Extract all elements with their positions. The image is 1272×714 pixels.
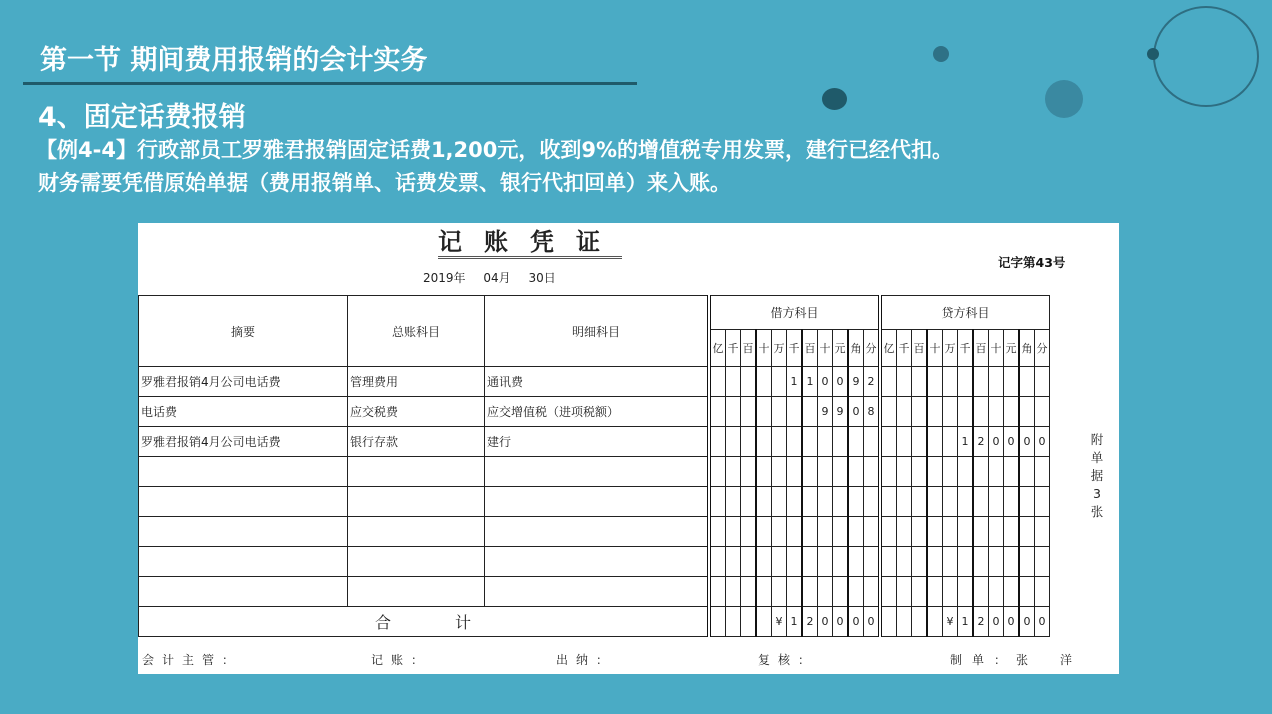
debit-digit <box>833 577 849 607</box>
digit-unit-debit: 千 <box>787 330 803 367</box>
cell-summary: 罗雅君报销4月公司电话费 <box>139 367 348 397</box>
credit-digit <box>880 517 897 547</box>
credit-digit <box>943 367 958 397</box>
credit-digit <box>912 547 928 577</box>
digit-unit-debit: 万 <box>772 330 787 367</box>
credit-digit <box>927 427 943 457</box>
total-row <box>139 607 1050 637</box>
credit-digit <box>912 367 928 397</box>
total-credit-digit: 2 <box>973 607 989 637</box>
debit-digit <box>741 577 757 607</box>
credit-digit <box>897 397 912 427</box>
debit-digit <box>818 427 833 457</box>
debit-digit <box>864 457 881 487</box>
credit-digit <box>973 367 989 397</box>
debit-digit <box>772 547 787 577</box>
debit-digit <box>833 517 849 547</box>
cell-detail: 应交增值税（进项税额） <box>485 397 710 427</box>
credit-digit <box>943 457 958 487</box>
credit-digit <box>912 427 928 457</box>
total-debit-digit <box>741 607 757 637</box>
credit-digit <box>989 487 1004 517</box>
header-summary: 摘要 <box>139 296 348 367</box>
debit-digit <box>818 547 833 577</box>
debit-digit <box>787 397 803 427</box>
debit-digit <box>709 367 726 397</box>
credit-digit <box>958 517 974 547</box>
credit-digit <box>1035 547 1050 577</box>
header-credit: 贷方科目 <box>880 296 1050 330</box>
credit-digit <box>1004 397 1020 427</box>
credit-digit <box>1004 487 1020 517</box>
debit-digit <box>833 457 849 487</box>
digit-unit-debit: 百 <box>802 330 818 367</box>
credit-digit <box>927 517 943 547</box>
credit-digit: 0 <box>989 427 1004 457</box>
credit-digit <box>912 397 928 427</box>
debit-digit <box>802 397 818 427</box>
debit-digit <box>726 517 741 547</box>
credit-digit: 0 <box>1019 427 1035 457</box>
slide-title: 第一节 期间费用报销的会计实务 <box>40 45 428 76</box>
cell-summary <box>139 487 348 517</box>
digit-unit-credit: 亿 <box>880 330 897 367</box>
credit-digit <box>958 577 974 607</box>
digit-unit-credit: 百 <box>973 330 989 367</box>
cell-summary <box>139 577 348 607</box>
credit-digit <box>897 427 912 457</box>
credit-digit <box>1035 577 1050 607</box>
credit-digit <box>880 397 897 427</box>
debit-digit <box>787 487 803 517</box>
cell-general: 银行存款 <box>348 427 485 457</box>
credit-digit <box>1019 487 1035 517</box>
total-debit-digit: 2 <box>802 607 818 637</box>
credit-digit <box>880 547 897 577</box>
cell-general: 应交税费 <box>348 397 485 427</box>
total-debit-digit <box>756 607 772 637</box>
credit-digit <box>1035 457 1050 487</box>
total-credit-digit: 0 <box>989 607 1004 637</box>
total-debit-digit: ¥ <box>772 607 787 637</box>
debit-digit <box>848 547 864 577</box>
credit-digit <box>958 487 974 517</box>
debit-digit <box>709 487 726 517</box>
credit-digit <box>989 367 1004 397</box>
voucher-date: 2019年 04月 30日 <box>423 271 556 285</box>
decor-dot-large <box>1045 80 1083 118</box>
credit-digit <box>943 517 958 547</box>
table-row <box>139 457 1050 487</box>
debit-digit <box>756 397 772 427</box>
credit-digit <box>1004 457 1020 487</box>
credit-digit <box>973 547 989 577</box>
credit-digit <box>912 457 928 487</box>
table-row <box>139 367 1050 397</box>
total-credit-digit: 0 <box>1004 607 1020 637</box>
debit-digit: 8 <box>864 397 881 427</box>
debit-digit <box>772 517 787 547</box>
cell-general <box>348 577 485 607</box>
digit-unit-credit: 百 <box>912 330 928 367</box>
credit-digit <box>989 577 1004 607</box>
credit-digit <box>943 487 958 517</box>
digit-unit-credit: 元 <box>1004 330 1020 367</box>
debit-digit <box>787 547 803 577</box>
debit-digit <box>864 427 881 457</box>
debit-digit: 0 <box>848 397 864 427</box>
debit-digit <box>772 367 787 397</box>
sign-supervisor: 会计主管： <box>142 653 243 667</box>
debit-digit <box>787 457 803 487</box>
debit-digit <box>818 577 833 607</box>
cell-general <box>348 457 485 487</box>
debit-digit <box>741 547 757 577</box>
header-debit: 借方科目 <box>709 296 880 330</box>
debit-digit <box>709 517 726 547</box>
debit-digit <box>709 547 726 577</box>
header-detail-account: 明细科目 <box>485 296 710 367</box>
table-row <box>139 547 1050 577</box>
credit-digit <box>897 457 912 487</box>
total-debit-digit <box>726 607 741 637</box>
voucher-number: 记字第43号 <box>998 255 1066 270</box>
total-credit-digit: 1 <box>958 607 974 637</box>
cell-detail: 通讯费 <box>485 367 710 397</box>
digit-unit-debit: 角 <box>848 330 864 367</box>
credit-digit <box>897 547 912 577</box>
voucher-table <box>138 295 1050 637</box>
total-credit-digit <box>927 607 943 637</box>
cell-detail <box>485 577 710 607</box>
total-credit-digit <box>880 607 897 637</box>
cell-summary <box>139 457 348 487</box>
digit-unit-credit: 十 <box>927 330 943 367</box>
table-row <box>139 577 1050 607</box>
cell-summary: 罗雅君报销4月公司电话费 <box>139 427 348 457</box>
credit-digit <box>927 547 943 577</box>
credit-digit <box>912 577 928 607</box>
sign-preparer: 制单：张 洋 <box>950 653 1083 667</box>
debit-digit <box>741 427 757 457</box>
credit-digit <box>927 367 943 397</box>
debit-digit <box>726 427 741 457</box>
credit-digit <box>880 577 897 607</box>
credit-digit <box>958 367 974 397</box>
accounting-voucher <box>138 223 1119 674</box>
credit-digit <box>958 397 974 427</box>
debit-digit <box>848 427 864 457</box>
digit-unit-debit: 亿 <box>709 330 726 367</box>
credit-digit: 2 <box>973 427 989 457</box>
decor-dot-small <box>933 46 949 62</box>
credit-digit <box>1019 367 1035 397</box>
digit-unit-debit: 百 <box>741 330 757 367</box>
credit-digit <box>927 577 943 607</box>
decor-dot-dark <box>822 88 847 110</box>
debit-digit <box>756 457 772 487</box>
cell-summary <box>139 517 348 547</box>
debit-digit <box>756 547 772 577</box>
total-debit-digit: 1 <box>787 607 803 637</box>
debit-digit <box>741 397 757 427</box>
debit-digit <box>864 487 881 517</box>
digit-unit-credit: 千 <box>958 330 974 367</box>
credit-digit: 0 <box>1035 427 1050 457</box>
credit-digit <box>973 577 989 607</box>
credit-digit <box>897 367 912 397</box>
credit-digit <box>958 457 974 487</box>
debit-digit <box>726 547 741 577</box>
debit-digit <box>726 367 741 397</box>
debit-digit <box>726 457 741 487</box>
total-credit-digit: 0 <box>1035 607 1050 637</box>
debit-digit <box>802 487 818 517</box>
debit-digit <box>772 427 787 457</box>
credit-digit <box>897 577 912 607</box>
debit-digit <box>787 427 803 457</box>
debit-digit: 1 <box>787 367 803 397</box>
credit-digit <box>1019 397 1035 427</box>
credit-digit <box>1019 517 1035 547</box>
cell-detail <box>485 457 710 487</box>
debit-digit <box>756 517 772 547</box>
digit-unit-credit: 千 <box>897 330 912 367</box>
debit-digit: 9 <box>848 367 864 397</box>
debit-digit <box>848 457 864 487</box>
credit-digit <box>927 487 943 517</box>
credit-digit <box>880 367 897 397</box>
credit-digit <box>943 397 958 427</box>
total-debit-digit: 0 <box>864 607 881 637</box>
debit-digit <box>833 487 849 517</box>
debit-digit <box>802 427 818 457</box>
sign-reviewer: 复核： <box>758 653 819 667</box>
table-row <box>139 397 1050 427</box>
credit-digit <box>943 427 958 457</box>
debit-digit <box>864 577 881 607</box>
credit-digit <box>897 517 912 547</box>
debit-digit <box>833 427 849 457</box>
credit-digit <box>989 517 1004 547</box>
table-row <box>139 517 1050 547</box>
credit-digit <box>912 487 928 517</box>
debit-digit <box>772 487 787 517</box>
credit-digit <box>943 547 958 577</box>
debit-digit: 9 <box>818 397 833 427</box>
debit-digit <box>802 547 818 577</box>
cell-general: 管理费用 <box>348 367 485 397</box>
digit-unit-credit: 角 <box>1019 330 1035 367</box>
debit-digit: 0 <box>818 367 833 397</box>
total-credit-digit: 0 <box>1019 607 1035 637</box>
digit-unit-credit: 分 <box>1035 330 1050 367</box>
debit-digit <box>818 517 833 547</box>
debit-digit <box>802 517 818 547</box>
debit-digit <box>726 577 741 607</box>
credit-digit <box>897 487 912 517</box>
debit-digit <box>772 577 787 607</box>
credit-digit <box>973 517 989 547</box>
credit-digit <box>1019 577 1035 607</box>
credit-digit <box>1035 517 1050 547</box>
total-debit-digit: 0 <box>833 607 849 637</box>
header-general-account: 总账科目 <box>348 296 485 367</box>
credit-digit <box>989 397 1004 427</box>
debit-digit <box>726 487 741 517</box>
total-credit-digit <box>897 607 912 637</box>
credit-digit <box>1035 397 1050 427</box>
debit-digit <box>802 457 818 487</box>
cell-general <box>348 547 485 577</box>
example-text-line2: 财务需要凭借原始单据（费用报销单、话费发票、银行代扣回单）来入账。 <box>38 171 731 195</box>
debit-digit <box>741 457 757 487</box>
credit-digit <box>880 457 897 487</box>
cell-detail <box>485 517 710 547</box>
debit-digit <box>709 397 726 427</box>
debit-digit: 9 <box>833 397 849 427</box>
debit-digit: 2 <box>864 367 881 397</box>
debit-digit <box>864 517 881 547</box>
credit-digit <box>1035 487 1050 517</box>
sign-cashier: 出纳： <box>556 653 617 667</box>
voucher-title: 记账凭证 <box>438 228 622 259</box>
decor-ring-dot <box>1147 48 1159 60</box>
digit-unit-debit: 分 <box>864 330 881 367</box>
attachment-count: 附 单 据 3 张 <box>1090 432 1104 519</box>
credit-digit <box>880 427 897 457</box>
digit-unit-credit: 万 <box>943 330 958 367</box>
debit-digit <box>848 487 864 517</box>
credit-digit <box>1035 367 1050 397</box>
credit-digit <box>989 457 1004 487</box>
cell-summary <box>139 547 348 577</box>
debit-digit <box>756 367 772 397</box>
cell-general <box>348 487 485 517</box>
cell-general <box>348 517 485 547</box>
total-label: 合 计 <box>139 607 710 637</box>
debit-digit <box>709 427 726 457</box>
credit-digit <box>943 577 958 607</box>
total-debit-digit <box>709 607 726 637</box>
debit-digit <box>772 397 787 427</box>
digit-unit-debit: 十 <box>756 330 772 367</box>
debit-digit <box>833 547 849 577</box>
credit-digit <box>973 397 989 427</box>
credit-digit <box>927 457 943 487</box>
digit-unit-credit: 十 <box>989 330 1004 367</box>
total-credit-digit <box>912 607 928 637</box>
debit-digit <box>802 577 818 607</box>
decor-ring <box>1153 6 1259 107</box>
credit-digit <box>1019 457 1035 487</box>
total-debit-digit: 0 <box>818 607 833 637</box>
cell-detail <box>485 487 710 517</box>
debit-digit <box>818 457 833 487</box>
credit-digit: 0 <box>1004 427 1020 457</box>
digit-unit-debit: 千 <box>726 330 741 367</box>
sign-bookkeeper: 记账： <box>371 653 432 667</box>
credit-digit <box>1004 547 1020 577</box>
credit-digit <box>973 457 989 487</box>
debit-digit <box>848 577 864 607</box>
debit-digit <box>756 577 772 607</box>
debit-digit <box>741 367 757 397</box>
table-row <box>139 427 1050 457</box>
debit-digit <box>709 577 726 607</box>
debit-digit <box>726 397 741 427</box>
debit-digit <box>818 487 833 517</box>
debit-digit: 0 <box>833 367 849 397</box>
slide-subtitle: 4、固定话费报销 <box>38 102 246 133</box>
credit-digit <box>1004 517 1020 547</box>
debit-digit <box>741 517 757 547</box>
debit-digit <box>864 547 881 577</box>
cell-detail: 建行 <box>485 427 710 457</box>
total-debit-digit: 0 <box>848 607 864 637</box>
credit-digit <box>973 487 989 517</box>
digit-unit-debit: 十 <box>818 330 833 367</box>
table-row <box>139 487 1050 517</box>
debit-digit: 1 <box>802 367 818 397</box>
credit-digit <box>989 547 1004 577</box>
credit-digit <box>1004 577 1020 607</box>
credit-digit <box>958 547 974 577</box>
debit-digit <box>756 487 772 517</box>
total-credit-digit: ¥ <box>943 607 958 637</box>
credit-digit <box>912 517 928 547</box>
digit-unit-debit: 元 <box>833 330 849 367</box>
debit-digit <box>772 457 787 487</box>
credit-digit: 1 <box>958 427 974 457</box>
example-text-line1: 【例4-4】行政部员工罗雅君报销固定话费1,200元，收到9%的增值税专用发票，建行已经代扣。 <box>36 138 954 162</box>
debit-digit <box>741 487 757 517</box>
debit-digit <box>787 517 803 547</box>
debit-digit <box>756 427 772 457</box>
cell-detail <box>485 547 710 577</box>
credit-digit <box>1004 367 1020 397</box>
cell-summary: 电话费 <box>139 397 348 427</box>
credit-digit <box>927 397 943 427</box>
debit-digit <box>709 457 726 487</box>
debit-digit <box>787 577 803 607</box>
credit-digit <box>1019 547 1035 577</box>
credit-digit <box>880 487 897 517</box>
title-divider <box>23 82 637 85</box>
debit-digit <box>848 517 864 547</box>
